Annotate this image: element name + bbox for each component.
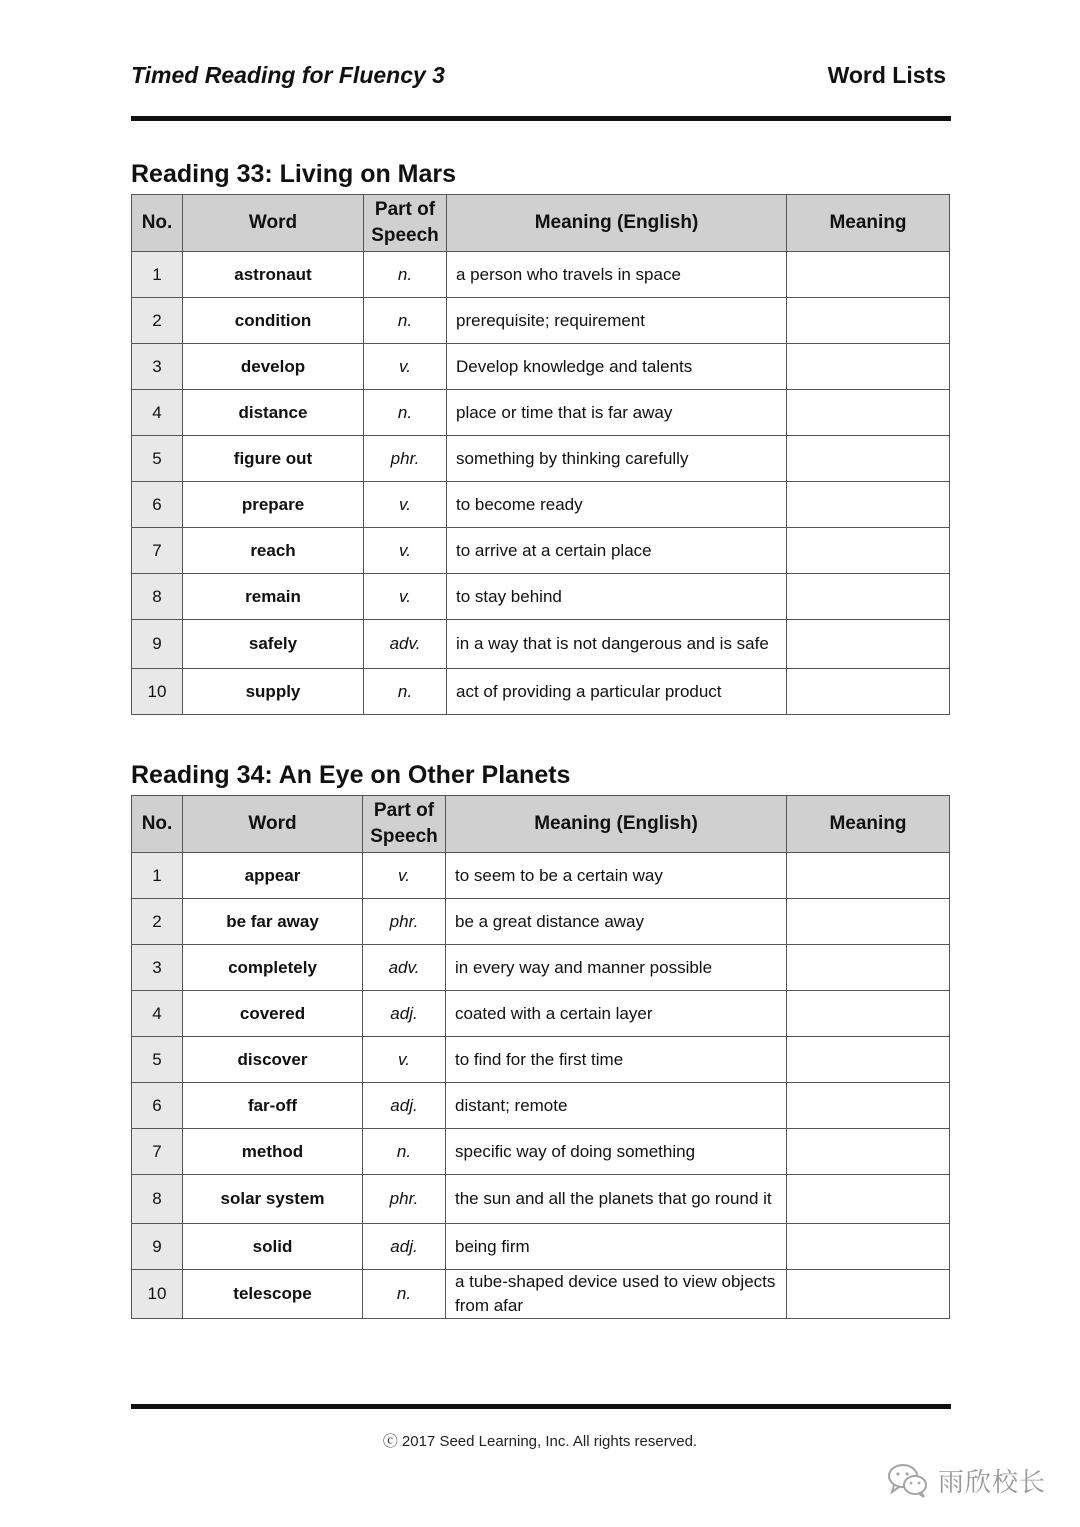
table-row (132, 1129, 950, 1175)
row-number: 5 (132, 436, 183, 482)
meaning-english: to seem to be a certain way (446, 853, 787, 899)
meaning-english: specific way of doing something (446, 1129, 787, 1175)
vocabulary-word: be far away (183, 899, 363, 945)
table-row (132, 298, 950, 344)
vocabulary-word: method (183, 1129, 363, 1175)
vocabulary-word: figure out (183, 436, 364, 482)
row-number: 9 (132, 620, 183, 669)
column-header-word: Word (183, 796, 363, 853)
footer-rule (131, 1404, 951, 1409)
vocabulary-word: prepare (183, 482, 364, 528)
column-header-meaning: Meaning (787, 796, 950, 853)
column-header-part-of-speech (363, 796, 446, 853)
meaning-english: act of providing a particular product (447, 669, 787, 715)
meaning-blank (787, 528, 950, 574)
vocabulary-word: remain (183, 574, 364, 620)
vocabulary-word: far-off (183, 1083, 363, 1129)
reading-34-title: Reading 34: An Eye on Other Planets (131, 761, 571, 789)
table-header-row (132, 195, 950, 252)
column-header-no: No. (132, 195, 183, 252)
meaning-english: the sun and all the planets that go round it (446, 1175, 787, 1224)
table-row (132, 344, 950, 390)
row-number: 7 (132, 1129, 183, 1175)
meaning-blank (787, 899, 950, 945)
book-title: Timed Reading for Fluency 3 (131, 62, 445, 88)
table-row (132, 945, 950, 991)
row-number: 3 (132, 344, 183, 390)
vocabulary-word: develop (183, 344, 364, 390)
part-of-speech: v. (364, 482, 447, 528)
row-number: 8 (132, 574, 183, 620)
meaning-blank (787, 620, 950, 669)
table-row (132, 853, 950, 899)
column-header-meaning-english: Meaning (English) (447, 195, 787, 252)
meaning-english: in every way and manner possible (446, 945, 787, 991)
meaning-english: be a great distance away (446, 899, 787, 945)
table-row (132, 574, 950, 620)
vocabulary-word: distance (183, 390, 364, 436)
copyright-icon: ⓒ (382, 1433, 398, 1450)
vocabulary-word: reach (183, 528, 364, 574)
row-number: 2 (132, 899, 183, 945)
row-number: 1 (132, 853, 183, 899)
meaning-english: Develop knowledge and talents (447, 344, 787, 390)
table-row (132, 1270, 950, 1319)
column-header-part-of-speech (364, 195, 447, 252)
meaning-blank (787, 669, 950, 715)
pos-header-line2: Speech (371, 225, 439, 246)
column-header-meaning-english: Meaning (English) (446, 796, 787, 853)
row-number: 2 (132, 298, 183, 344)
part-of-speech: phr. (363, 899, 446, 945)
meaning-blank (787, 945, 950, 991)
meaning-blank (787, 1270, 950, 1319)
part-of-speech: n. (364, 390, 447, 436)
meaning-blank (787, 1083, 950, 1129)
table-header-row (132, 796, 950, 853)
vocabulary-word: astronaut (183, 252, 364, 298)
part-of-speech: n. (364, 298, 447, 344)
meaning-blank (787, 1175, 950, 1224)
table-row (132, 528, 950, 574)
row-number: 1 (132, 252, 183, 298)
reading-33-table (131, 194, 950, 715)
reading-34-table (131, 795, 950, 1319)
part-of-speech: adv. (364, 620, 447, 669)
column-header-word: Word (183, 195, 364, 252)
part-of-speech: n. (363, 1270, 446, 1319)
table-row (132, 1224, 950, 1270)
reading-33-title: Reading 33: Living on Mars (131, 160, 457, 188)
meaning-blank (787, 298, 950, 344)
vocabulary-word: telescope (183, 1270, 363, 1319)
meaning-blank (787, 1129, 950, 1175)
meaning-blank (787, 991, 950, 1037)
reading-34-rows (132, 853, 950, 1319)
row-number: 5 (132, 1037, 183, 1083)
vocabulary-word: solid (183, 1224, 363, 1270)
meaning-english: to find for the first time (446, 1037, 787, 1083)
part-of-speech: phr. (363, 1175, 446, 1224)
table-row (132, 899, 950, 945)
meaning-english: place or time that is far away (447, 390, 787, 436)
meaning-english: being firm (446, 1224, 787, 1270)
row-number: 3 (132, 945, 183, 991)
column-header-no: No. (132, 796, 183, 853)
meaning-blank (787, 1037, 950, 1083)
meaning-english: to become ready (447, 482, 787, 528)
part-of-speech: phr. (364, 436, 447, 482)
vocabulary-word: appear (183, 853, 363, 899)
meaning-blank (787, 482, 950, 528)
watermark (886, 1458, 1046, 1502)
pos-header-line1: Part of (373, 800, 435, 821)
table-row (132, 390, 950, 436)
meaning-english: prerequisite; requirement (447, 298, 787, 344)
row-number: 7 (132, 528, 183, 574)
meaning-english: to stay behind (447, 574, 787, 620)
row-number: 8 (132, 1175, 183, 1224)
meaning-blank (787, 390, 950, 436)
meaning-english: a person who travels in space (447, 252, 787, 298)
vocabulary-word: supply (183, 669, 364, 715)
reading-33-rows (132, 252, 950, 715)
section-label: Word Lists (827, 62, 946, 88)
table-row (132, 1175, 950, 1224)
header-rule (131, 116, 951, 121)
table-row (132, 991, 950, 1037)
part-of-speech: adv. (363, 945, 446, 991)
meaning-english: to arrive at a certain place (447, 528, 787, 574)
copyright-notice (0, 1430, 1080, 1451)
row-number: 10 (132, 669, 183, 715)
pos-header-line1: Part of (374, 199, 436, 220)
row-number: 4 (132, 991, 183, 1037)
part-of-speech: v. (364, 574, 447, 620)
table-row (132, 1037, 950, 1083)
meaning-blank (787, 344, 950, 390)
vocabulary-word: discover (183, 1037, 363, 1083)
row-number: 10 (132, 1270, 183, 1319)
part-of-speech: adj. (363, 991, 446, 1037)
part-of-speech: v. (363, 853, 446, 899)
part-of-speech: v. (363, 1037, 446, 1083)
row-number: 6 (132, 1083, 183, 1129)
vocabulary-word: solar system (183, 1175, 363, 1224)
meaning-blank (787, 853, 950, 899)
page-header (131, 62, 946, 98)
vocabulary-word: covered (183, 991, 363, 1037)
part-of-speech: adj. (363, 1224, 446, 1270)
meaning-blank (787, 1224, 950, 1270)
meaning-blank (787, 252, 950, 298)
meaning-blank (787, 436, 950, 482)
meaning-english: coated with a certain layer (446, 991, 787, 1037)
table-row (132, 482, 950, 528)
vocabulary-word: condition (183, 298, 364, 344)
watermark-text: 雨欣校长 (938, 1467, 1047, 1498)
vocabulary-word: safely (183, 620, 364, 669)
meaning-english: in a way that is not dangerous and is safe (447, 620, 787, 669)
column-header-meaning: Meaning (787, 195, 950, 252)
meaning-english: something by thinking carefully (447, 436, 787, 482)
row-number: 6 (132, 482, 183, 528)
pos-header-line2: Speech (370, 826, 438, 847)
vocabulary-word: completely (183, 945, 363, 991)
part-of-speech: n. (364, 252, 447, 298)
table-row (132, 252, 950, 298)
meaning-english: distant; remote (446, 1083, 787, 1129)
wechat-icon (886, 1461, 930, 1499)
row-number: 9 (132, 1224, 183, 1270)
part-of-speech: v. (364, 528, 447, 574)
meaning-blank (787, 574, 950, 620)
part-of-speech: n. (364, 669, 447, 715)
part-of-speech: adj. (363, 1083, 446, 1129)
table-row (132, 1083, 950, 1129)
table-row (132, 436, 950, 482)
row-number: 4 (132, 390, 183, 436)
meaning-english: a tube-shaped device used to view objects from afar (446, 1270, 787, 1319)
copyright-text: 2017 Seed Learning, Inc. All rights reserved. (401, 1433, 698, 1450)
table-row (132, 669, 950, 715)
table-row (132, 620, 950, 669)
part-of-speech: v. (364, 344, 447, 390)
part-of-speech: n. (363, 1129, 446, 1175)
